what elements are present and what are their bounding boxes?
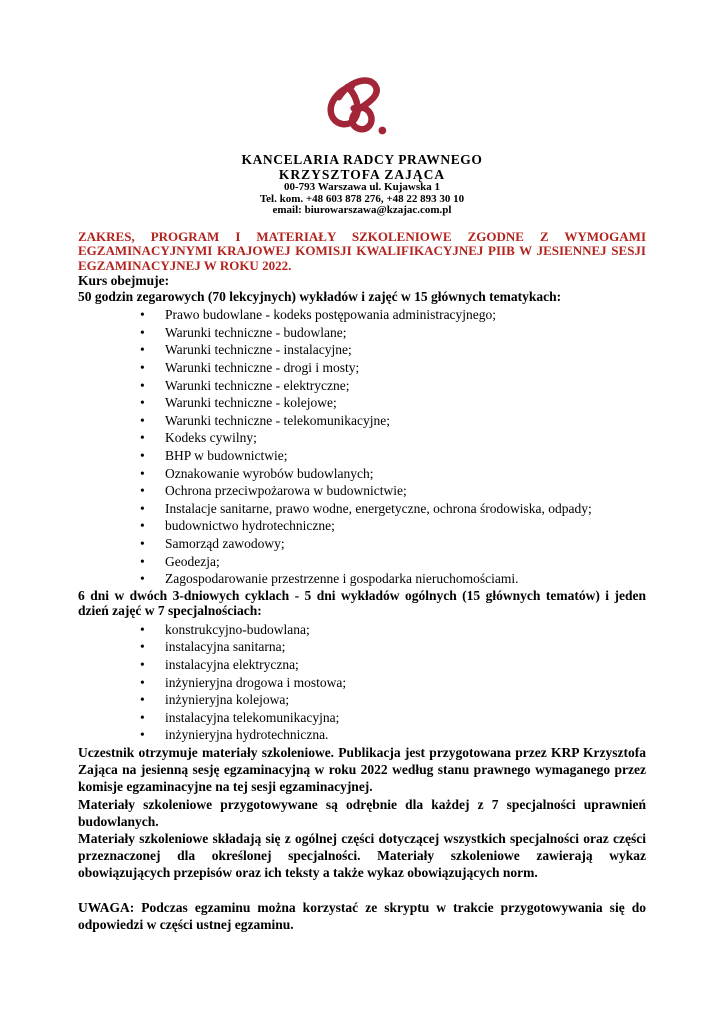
firm-phone: Tel. kom. +48 603 878 276, +48 22 893 30 10 <box>259 192 465 205</box>
topic-item: • Instalacje sanitarne, prawo wodne, energetyczne, ochrona środowiska, odpady; <box>140 500 646 518</box>
firm-name-line1: KANCELARIA RADCY PRAWNEGO <box>241 152 483 167</box>
law-firm-logo <box>78 74 646 150</box>
specialization-item: • inżynieryjna hydrotechniczna. <box>140 726 646 744</box>
topic-item: • Zagospodarowanie przestrzenne i gospodarka nieruchomościami. <box>140 570 646 588</box>
specialization-item: • instalacyjna telekomunikacyjna; <box>140 709 646 727</box>
topic-item: • Ochrona przeciwpożarowa w budownictwie; <box>140 482 646 500</box>
course-days-line: 6 dni w dwóch 3-dniowych cyklach - 5 dni wykładów ogólnych (15 głównych tematów) i jeden dzień zajęć w 7 specjalnościach: <box>78 587 646 619</box>
firm-name-line2: KRZYSZTOFA ZAJĄCA <box>278 167 446 182</box>
topic-item: • Oznakowanie wyrobów budowlanych; <box>140 465 646 483</box>
specialization-item: • inżynieryjna drogowa i mostowa; <box>140 674 646 692</box>
topic-item: • Warunki techniczne - telekomunikacyjne; <box>140 412 646 430</box>
materials-paragraph-2: Materiały szkoleniowe przygotowywane są odrębnie dla każdej z 7 specjalności uprawnień budowlanych. <box>78 796 646 829</box>
firm-email: email: biurowarszawa@kzajac.com.pl <box>272 204 452 216</box>
topic-item: • BHP w budownictwie; <box>140 447 646 465</box>
topic-item: • Geodezja; <box>140 553 646 571</box>
document-title: ZAKRES, PROGRAM I MATERIAŁY SZKOLENIOWE ZGODNE Z WYMOGAMI EGZAMINACYJNYMI KRAJOWEJ KOMISJI KWALIFIKACYJNEJ PIIB W JESIENNEJ SESJI EGZAMINACYJNEJ W ROKU 2022. <box>78 228 646 273</box>
topic-item: • Warunki techniczne - budowlane; <box>140 324 646 342</box>
topic-item: • Warunki techniczne - instalacyjne; <box>140 341 646 359</box>
specialization-item: • instalacyjna sanitarna; <box>140 638 646 656</box>
course-heading: Kurs obejmuje: <box>78 273 170 289</box>
topic-item: • Kodeks cywilny; <box>140 429 646 447</box>
course-hours-line: 50 godzin zegarowych (70 lekcyjnych) wykładów i zajęć w 15 głównych tematykach: <box>78 288 562 304</box>
topics-list <box>140 306 646 588</box>
topic-item: • Warunki techniczne - drogi i mosty; <box>140 359 646 377</box>
materials-paragraph-1: Uczestnik otrzymuje materiały szkoleniowe. Publikacja jest przygotowana przez KRP Krzysztofa Zająca na jesienną sesję egzaminacyjną w roku 2022 według stanu prawnego wymaganego przez komisje egzaminacyjne na tej sesji egzaminacyjnej. <box>78 744 646 795</box>
specializations-list <box>140 621 646 744</box>
specialization-item: • instalacyjna elektryczna; <box>140 656 646 674</box>
letterhead <box>78 0 646 217</box>
specialization-item: • konstrukcyjno-budowlana; <box>140 621 646 639</box>
materials-paragraph-3: Materiały szkoleniowe składają się z ogólnej części dotyczącej wszystkich specjalności oraz części przeznaczonej dla określonej specjalności. Materiały szkoleniowe zawierają wykaz obowiązujących przepisów oraz ich teksty a także wykaz obowiązujących norm. <box>78 830 646 881</box>
exam-note-paragraph: UWAGA: Podczas egzaminu można korzystać ze skryptu w trakcie przygotowywania się do odpowiedzi w części ustnej egzaminu. <box>78 899 646 932</box>
topic-item: • Prawo budowlane - kodeks postępowania administracyjnego; <box>140 306 646 324</box>
topic-item: • budownictwo hydrotechniczne; <box>140 517 646 535</box>
logo-dot <box>378 127 386 135</box>
topic-item: • Warunki techniczne - elektryczne; <box>140 377 646 395</box>
specialization-item: • inżynieryjna kolejowa; <box>140 691 646 709</box>
topic-item: • Samorząd zawodowy; <box>140 535 646 553</box>
firm-address: 00-793 Warszawa ul. Kujawska 1 <box>284 181 440 193</box>
monogram-icon <box>310 75 414 149</box>
topic-item: • Warunki techniczne - kolejowe; <box>140 394 646 412</box>
